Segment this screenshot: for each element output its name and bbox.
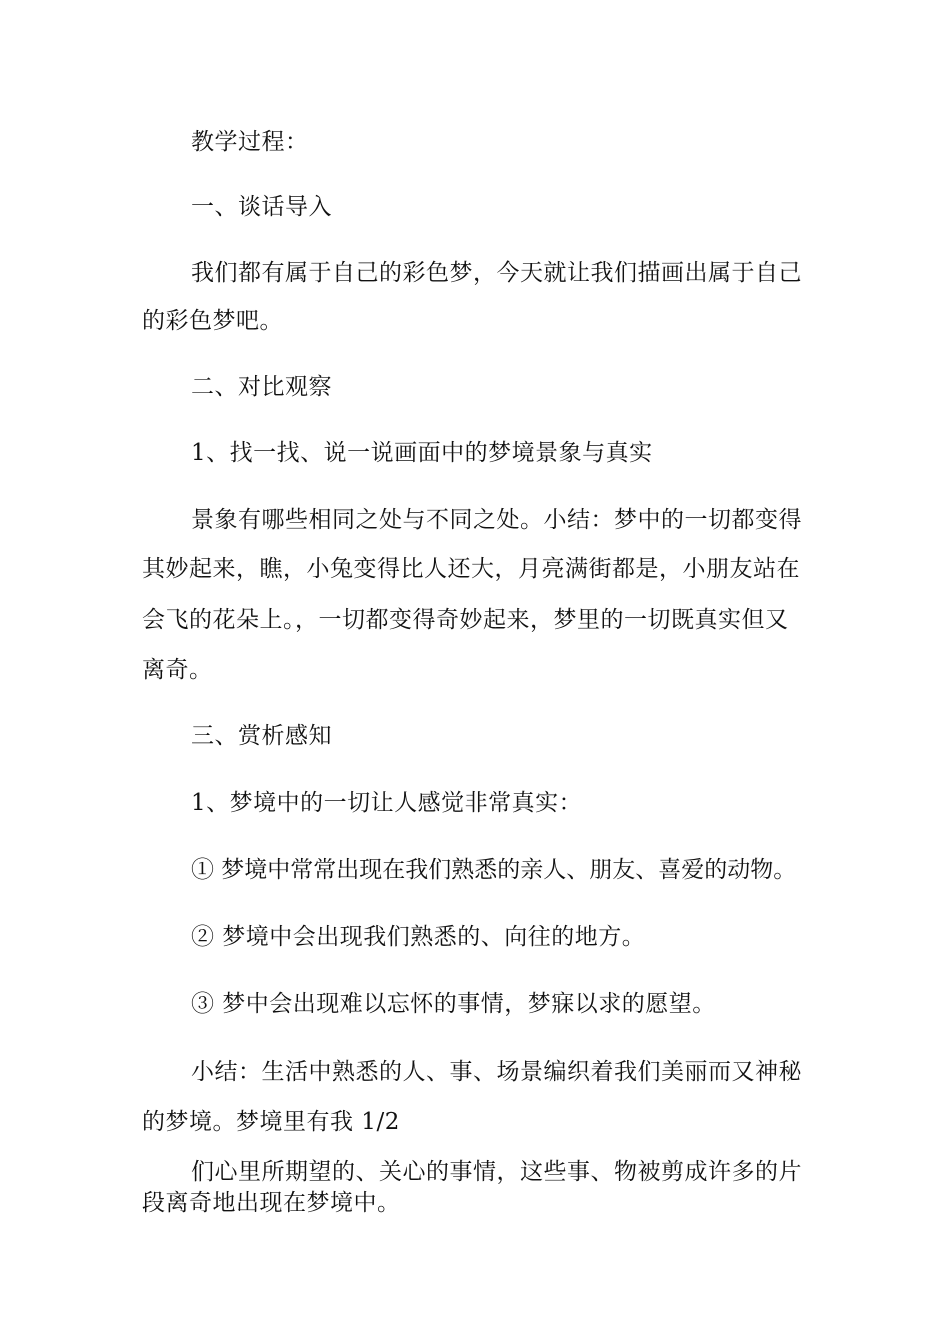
list-item: ② 梦境中会出现我们熟悉的、向往的地方。 (191, 924, 646, 950)
paragraph-line: 小结：生活中熟悉的人、事、场景编织着我们美丽而又神秘 (191, 1059, 802, 1085)
list-item: ① 梦境中常常出现在我们熟悉的亲人、朋友、喜爱的动物。 (191, 857, 797, 883)
section-heading-appreciation: 三、赏析感知 (191, 723, 332, 749)
section-heading-compare: 二、对比观察 (191, 374, 332, 400)
list-item: ③ 梦中会出现难以忘怀的事情，梦寐以求的愿望。 (191, 991, 716, 1017)
paragraph-line: 们心里所期望的、关心的事情，这些事、物被剪成许多的片 (191, 1159, 802, 1185)
paragraph-line: 我们都有属于自己的彩色梦，今天就让我们描画出属于自己 (191, 260, 802, 286)
paragraph-line: 的彩色梦吧。 (142, 308, 283, 334)
paragraph-line: 离奇。 (142, 657, 213, 683)
paragraph-line: 景象有哪些相同之处与不同之处。小结：梦中的一切都变得 (191, 507, 802, 533)
paragraph-line: 会飞的花朵上。，一切都变得奇妙起来，梦里的一切既真实但又 (142, 607, 789, 633)
paragraph-line: 其妙起来，瞧，小兔变得比人还大，月亮满街都是，小朋友站在 (142, 556, 800, 582)
paragraph-line: 1、找一找、说一说画面中的梦境景象与真实 (191, 440, 653, 466)
paragraph-line: 段离奇地出现在梦境中。 (142, 1190, 401, 1216)
paragraph-line: 的梦境。梦境里有我 1/2 (142, 1109, 400, 1135)
paragraph-line: 1、梦境中的一切让人感觉非常真实： (191, 790, 583, 816)
section-heading-intro: 一、谈话导入 (191, 194, 332, 220)
section-heading-process: 教学过程： (191, 129, 309, 155)
